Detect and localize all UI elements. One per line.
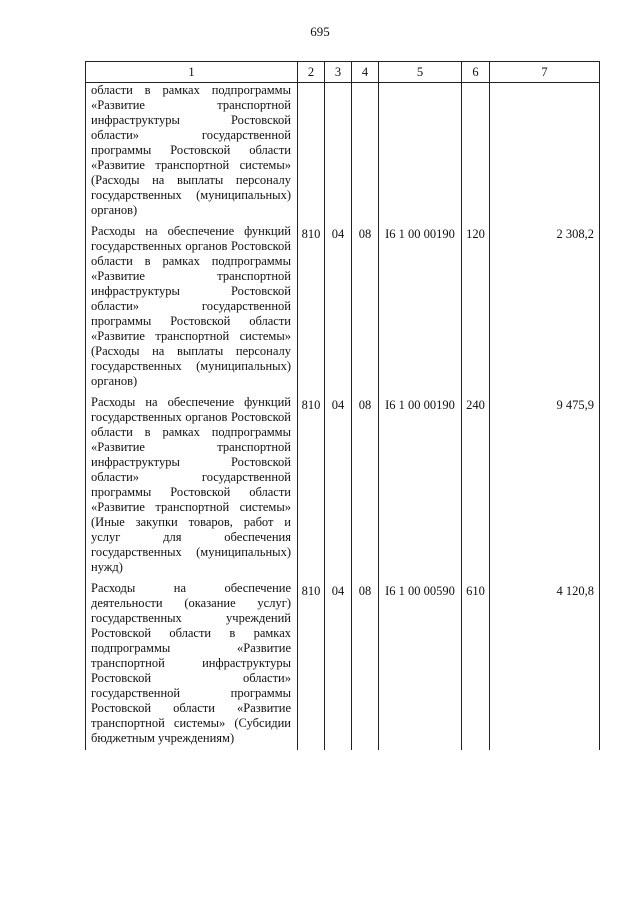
table-row: [86, 222, 600, 393]
row-amount: 4 120,8: [490, 579, 600, 750]
row-target-article: I6 1 00 00190: [379, 393, 462, 579]
header-col-4: 4: [352, 62, 379, 83]
row-description: области в рамках подпрограммы «Развитие транспортной инфраструктуры Ростовской области» государственной программы Ростовской области «Развитие транспортной системы» (Расходы на выплаты персоналу государственных (муниципальных) органов): [86, 83, 298, 223]
header-col-3: 3: [325, 62, 352, 83]
row-section: 04: [325, 393, 352, 579]
row-description: Расходы на обеспечение функций государственных органов Ростовской области в рамках подпрограммы «Развитие транспортной инфраструктуры Ростовской области» государственной программы Ростовской области «Развитие транспортной системы» (Расходы на выплаты персоналу государственных (муниципальных) органов): [86, 222, 298, 393]
row-section: [325, 83, 352, 223]
header-col-7: 7: [490, 62, 600, 83]
table-row: [86, 393, 600, 579]
row-expense-type: [462, 83, 490, 223]
row-section: 04: [325, 222, 352, 393]
row-subsection: 08: [352, 579, 379, 750]
row-description: Расходы на обеспечение деятельности (оказание услуг) государственных учреждений Ростовской области в рамках подпрограммы «Развитие транспортной инфраструктуры Ростовской области» государственной программы Ростовской области «Развитие транспортной системы» (Субсидии бюджетным учреждениям): [86, 579, 298, 750]
row-section: 04: [325, 579, 352, 750]
row-admin-code: [298, 83, 325, 223]
table-row: [86, 579, 600, 750]
row-target-article: [379, 83, 462, 223]
header-col-1: 1: [86, 62, 298, 83]
row-subsection: [352, 83, 379, 223]
row-expense-type: 240: [462, 393, 490, 579]
header-col-5: 5: [379, 62, 462, 83]
page-number: 695: [310, 24, 330, 39]
header-col-2: 2: [298, 62, 325, 83]
row-target-article: I6 1 00 00190: [379, 222, 462, 393]
row-amount: [490, 83, 600, 223]
budget-table: [85, 61, 600, 750]
row-admin-code: 810: [298, 579, 325, 750]
row-subsection: 08: [352, 222, 379, 393]
row-subsection: 08: [352, 393, 379, 579]
row-target-article: I6 1 00 00590: [379, 579, 462, 750]
header-row: [86, 62, 600, 83]
row-description: Расходы на обеспечение функций государственных органов Ростовской области в рамках подпрограммы «Развитие транспортной инфраструктуры Ростовской области» государственной программы Ростовской области «Развитие транспортной системы» (Иные закупки товаров, работ и услуг для обеспечения государственных (муниципальных) нужд): [86, 393, 298, 579]
row-admin-code: 810: [298, 393, 325, 579]
row-expense-type: 610: [462, 579, 490, 750]
table-row: [86, 83, 600, 223]
row-admin-code: 810: [298, 222, 325, 393]
row-amount: 2 308,2: [490, 222, 600, 393]
row-expense-type: 120: [462, 222, 490, 393]
header-col-6: 6: [462, 62, 490, 83]
row-amount: 9 475,9: [490, 393, 600, 579]
